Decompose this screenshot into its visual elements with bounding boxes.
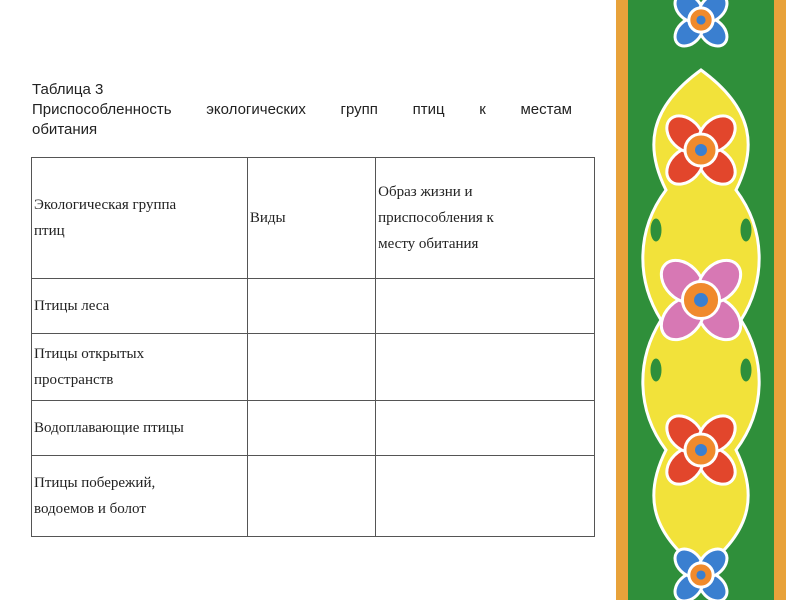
species-cell[interactable] <box>247 401 375 456</box>
flower-core-icon <box>696 15 705 24</box>
lifestyle-cell[interactable] <box>376 279 595 334</box>
adaptation-table <box>31 157 595 537</box>
leaf-icon <box>740 218 752 242</box>
leaf-icon <box>650 358 662 382</box>
leaf-icon <box>650 218 662 242</box>
lifestyle-cell[interactable] <box>376 401 595 456</box>
header-text: Экологическая группа <box>34 197 177 213</box>
leaf-icon <box>740 358 752 382</box>
header-text: месту обитания <box>378 236 479 252</box>
species-cell[interactable] <box>247 456 375 537</box>
row-label-cell <box>32 401 248 456</box>
lifestyle-cell[interactable] <box>376 456 595 537</box>
caption-table-number: Таблица 3 <box>32 81 104 98</box>
row-label-cell <box>32 456 248 537</box>
header-text: Виды <box>249 210 286 226</box>
row-label: Птицы побережий, <box>34 475 156 491</box>
table-row <box>32 401 595 456</box>
header-text: приспособления к <box>378 210 494 226</box>
lifestyle-cell[interactable] <box>376 334 595 401</box>
row-label: пространств <box>34 372 114 388</box>
row-label: Птицы открытых <box>34 346 145 362</box>
flower-core-icon <box>696 570 705 579</box>
table-caption <box>32 80 572 140</box>
header-text: птиц <box>34 223 65 239</box>
ornament-border <box>616 0 786 600</box>
species-cell[interactable] <box>247 279 375 334</box>
row-label: Водоплавающие птицы <box>34 420 184 436</box>
header-species <box>247 158 375 279</box>
caption-title: Приспособленность экологических групп птиц к местам <box>32 101 572 118</box>
row-label-cell <box>32 279 248 334</box>
flower-core-icon <box>695 444 707 456</box>
header-ecological-group <box>32 158 248 279</box>
table-row <box>32 334 595 401</box>
header-lifestyle <box>376 158 595 279</box>
caption-title-continuation: обитания <box>32 121 98 138</box>
table-row <box>32 279 595 334</box>
row-label-cell <box>32 334 248 401</box>
species-cell[interactable] <box>247 334 375 401</box>
table-row <box>32 456 595 537</box>
row-label: Птицы леса <box>34 298 110 314</box>
flower-core-icon <box>695 144 707 156</box>
table-header-row <box>32 158 595 279</box>
row-label: водоемов и болот <box>34 501 146 517</box>
header-text: Образ жизни и <box>378 184 473 200</box>
flower-core-icon <box>694 293 708 307</box>
